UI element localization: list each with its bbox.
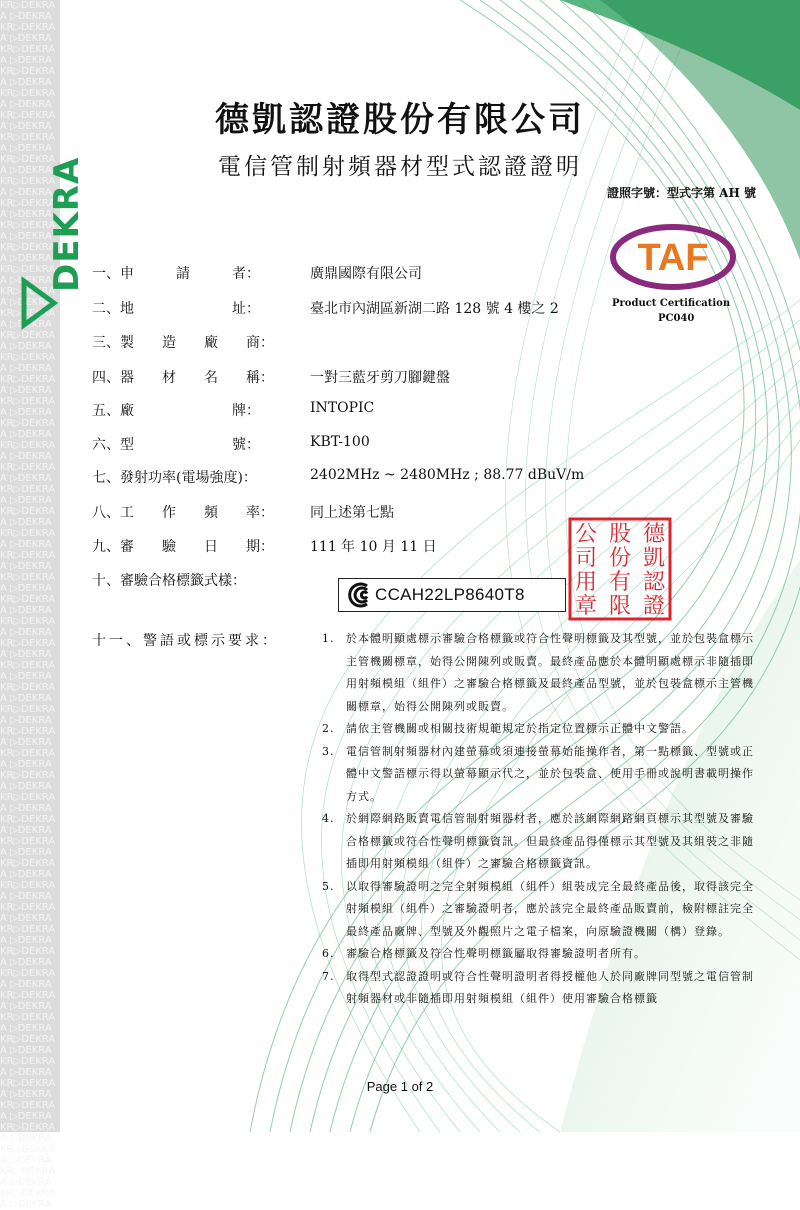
field-manufacturer-label: 三、製 造 廠 商： bbox=[92, 335, 274, 351]
field-model-label: 六、型 號： bbox=[92, 437, 260, 453]
warning-number: 3. bbox=[322, 744, 335, 758]
taf-caption: Product Certification bbox=[612, 298, 731, 309]
warning-text: 電信管制射頻器材內建螢幕或須連接螢幕始能操作者，第一點標籤、型號或正體中文警語標示得以螢幕顯示代之，並於包裝盒、使用手冊或說明書載明操作方式。 bbox=[346, 744, 754, 803]
field-address-value: 臺北市內湖區新湖二路 128 號 4 樓之 2 bbox=[310, 301, 559, 317]
warning-item bbox=[322, 628, 762, 718]
warning-text: 審驗合格標籤及符合性聲明標籤屬取得審驗證明者所有。 bbox=[346, 947, 646, 960]
warning-text: 取得型式認證證明或符合性聲明證明者得授權他人於同廠牌同型號之電信管制射頻器材或非隨插即用射頻模組（組件）使用審驗合格標籤 bbox=[346, 969, 754, 1005]
field-model-value: KBT-100 bbox=[310, 434, 370, 450]
seal-char: 用 bbox=[574, 570, 598, 595]
field-brand-value: INTOPIC bbox=[310, 400, 375, 416]
certificate-number: 證照字號：型式字第 AH 號 bbox=[606, 186, 756, 200]
warning-item bbox=[322, 943, 762, 966]
field-applicant-value: 廣鼎國際有限公司 bbox=[310, 266, 422, 282]
seal-char: 限 bbox=[608, 594, 632, 619]
field-label-sample-label: 十、審驗合格標籤式樣： bbox=[92, 573, 246, 589]
warning-item bbox=[322, 741, 762, 809]
taf-logo-text: TAF bbox=[637, 237, 709, 279]
document-title: 電信管制射頻器材型式認證證明 bbox=[218, 154, 582, 180]
ncc-mark-icon bbox=[345, 581, 373, 609]
approval-label-code: CCAH22LP8640T8 bbox=[375, 585, 525, 604]
field-power-value: 2402MHz ~ 2480MHz ; 88.77 dBuV/m bbox=[310, 467, 585, 483]
warning-number: 6. bbox=[322, 947, 335, 960]
field-power-label: 七、發射功率(電場強度)： bbox=[92, 470, 257, 486]
warning-text: 於本體明顯處標示審驗合格標籤或符合性聲明標籤及其型號，並於包裝盒標示主管機關標章，始得公開陳列或販賣。最終產品應於本體明顯處標示非隨插即用射頻模組（組件）之審驗合格標籤及最終產品型號，並於包裝盒標示主管機關標章，始得公開陳列或販賣。 bbox=[346, 632, 754, 713]
warning-number: 7. bbox=[322, 969, 335, 983]
seal-char: 德 bbox=[642, 522, 666, 547]
seal-char: 認 bbox=[642, 570, 666, 595]
approval-label-sample bbox=[338, 578, 566, 612]
warning-text: 於網際網路販賣電信管制射頻器材者，應於該網際網路網頁標示其型號及審驗合格標籤或符合性聲明標籤資訊。但最終產品得僅標示其型號及其組裝之非隨插即用射頻模組（組件）之審驗合格標籤資訊。 bbox=[346, 812, 754, 870]
warning-number: 2. bbox=[322, 722, 335, 735]
seal-char: 證 bbox=[642, 594, 666, 619]
taf-accreditation-number: PC040 bbox=[658, 313, 695, 324]
dekra-pattern-background: KR▷DEKRA A ▷DEKRA KR▷DEKRA A ▷DEKRA KR▷DEKRA A ▷DEKRA KR▷DEKRA A ▷DEKRA KR▷DEKRA A ▷DEKRA KR▷DEKRA A ▷DEKRA KR▷DEKRA A ▷DEKRA KR▷DEKRA A ▷DEKRA KR▷DEKRA A ▷DEKRA KR▷DEKRA A ▷DEKRA KR▷DEKRA A ▷DEKRA KR▷DEKRA A ▷DEKRA KR▷DEKRA A ▷DEKRA KR▷DEKRA A ▷DEKRA KR▷DEKRA A ▷DEKRA KR▷DEKRA A ▷DEKRA KR▷DEKRA A ▷DEKRA KR▷DEKRA A ▷DEKRA KR▷DEKRA A ▷DEKRA KR▷DEKRA A ▷DEKRA KR▷DEKRA A ▷DEKRA KR▷DEKRA A ▷DEKRA KR▷DEKRA A ▷DEKRA KR▷DEKRA A ▷DEKRA KR▷DEKRA A ▷DEKRA KR▷DEKRA A ▷DEKRA KR▷DEKRA A ▷DEKRA KR▷DEKRA A ▷DEKRA KR▷DEKRA A ▷DEKRA KR▷DEKRA A ▷DEKRA KR▷DEKRA A ▷DEKRA KR▷DEKRA A ▷DEKRA KR▷DEKRA A ▷DEKRA KR▷DEKRA A ▷DEKRA KR▷DEKRA A ▷DEKRA KR▷DEKRA A ▷DEKRA KR▷DEKRA A ▷DEKRA KR▷DEKRA A ▷DEKRA KR▷DEKRA A ▷DEKRA KR▷DEKRA A ▷DEKRA KR▷DEKRA A ▷DEKRA KR▷DEKRA A ▷DEKRA KR▷DEKRA A ▷DEKRA KR▷DEKRA A ▷DEKRA KR▷DEKRA A ▷DEKRA KR▷DEKRA A ▷DEKRA KR▷DEKRA A ▷DEKRA KR▷DEKRA A ▷DEKRA KR▷DEKRA A ▷DEKRA KR▷DEKRA A ▷DEKRA KR▷DEKRA A ▷DEKRA KR▷DEKRA A ▷DEKRA KR▷DEKRA A ▷DEKRA KR▷DEKRA A ▷DEKRA KR▷DEKRA A ▷DEKRA bbox=[0, 0, 56, 1210]
seal-char: 凱 bbox=[642, 546, 666, 571]
field-device-name-label: 四、器 材 名 稱： bbox=[92, 370, 274, 386]
field-address-label: 二、地 址： bbox=[92, 301, 260, 317]
seal-char: 公 bbox=[574, 522, 598, 547]
field-frequency-value: 同上述第七點 bbox=[310, 505, 394, 521]
warning-item bbox=[322, 808, 762, 876]
field-date-value: 111 年 10 月 11 日 bbox=[310, 539, 437, 555]
warning-number: 5. bbox=[322, 879, 335, 893]
field-brand-label: 五、廠 牌： bbox=[92, 403, 260, 419]
company-seal-stamp bbox=[568, 517, 672, 621]
warning-number: 4. bbox=[322, 812, 335, 825]
warnings-list bbox=[322, 628, 762, 1011]
warning-item bbox=[322, 966, 762, 1011]
warnings-label: 十一、警語或標示要求： bbox=[92, 633, 279, 649]
warning-text: 以取得審驗證明之完全射頻模組（組件）組裝成完全最終產品後，取得該完全射頻模組（組件）之審驗證明者，應於該完全最終產品販賣前，檢附標註完全最終產品廠牌、型號及外觀照片之電子檔案，向原驗證機關（構）登錄。 bbox=[346, 879, 754, 938]
page-number: Page 1 of 2 bbox=[366, 1079, 434, 1094]
seal-char: 有 bbox=[608, 570, 632, 595]
field-frequency-label: 八、工 作 頻 率： bbox=[92, 505, 274, 521]
seal-char: 份 bbox=[608, 546, 632, 571]
dekra-logo-text: DEKRA bbox=[47, 156, 87, 292]
company-name: 德凱認證股份有限公司 bbox=[215, 100, 585, 140]
seal-char: 章 bbox=[574, 594, 598, 619]
field-applicant-label: 一、申 請 者： bbox=[92, 266, 260, 282]
warning-item bbox=[322, 718, 762, 741]
seal-char: 股 bbox=[608, 522, 632, 547]
warning-number: 1. bbox=[322, 632, 335, 645]
field-device-name-value: 一對三藍牙剪刀腳鍵盤 bbox=[310, 370, 450, 386]
warning-item bbox=[322, 876, 762, 944]
seal-char: 司 bbox=[574, 546, 598, 571]
warning-text: 請依主管機關或相關技術規範規定於指定位置標示正體中文警語。 bbox=[346, 722, 694, 735]
field-date-label: 九、審 驗 日 期： bbox=[92, 539, 274, 555]
